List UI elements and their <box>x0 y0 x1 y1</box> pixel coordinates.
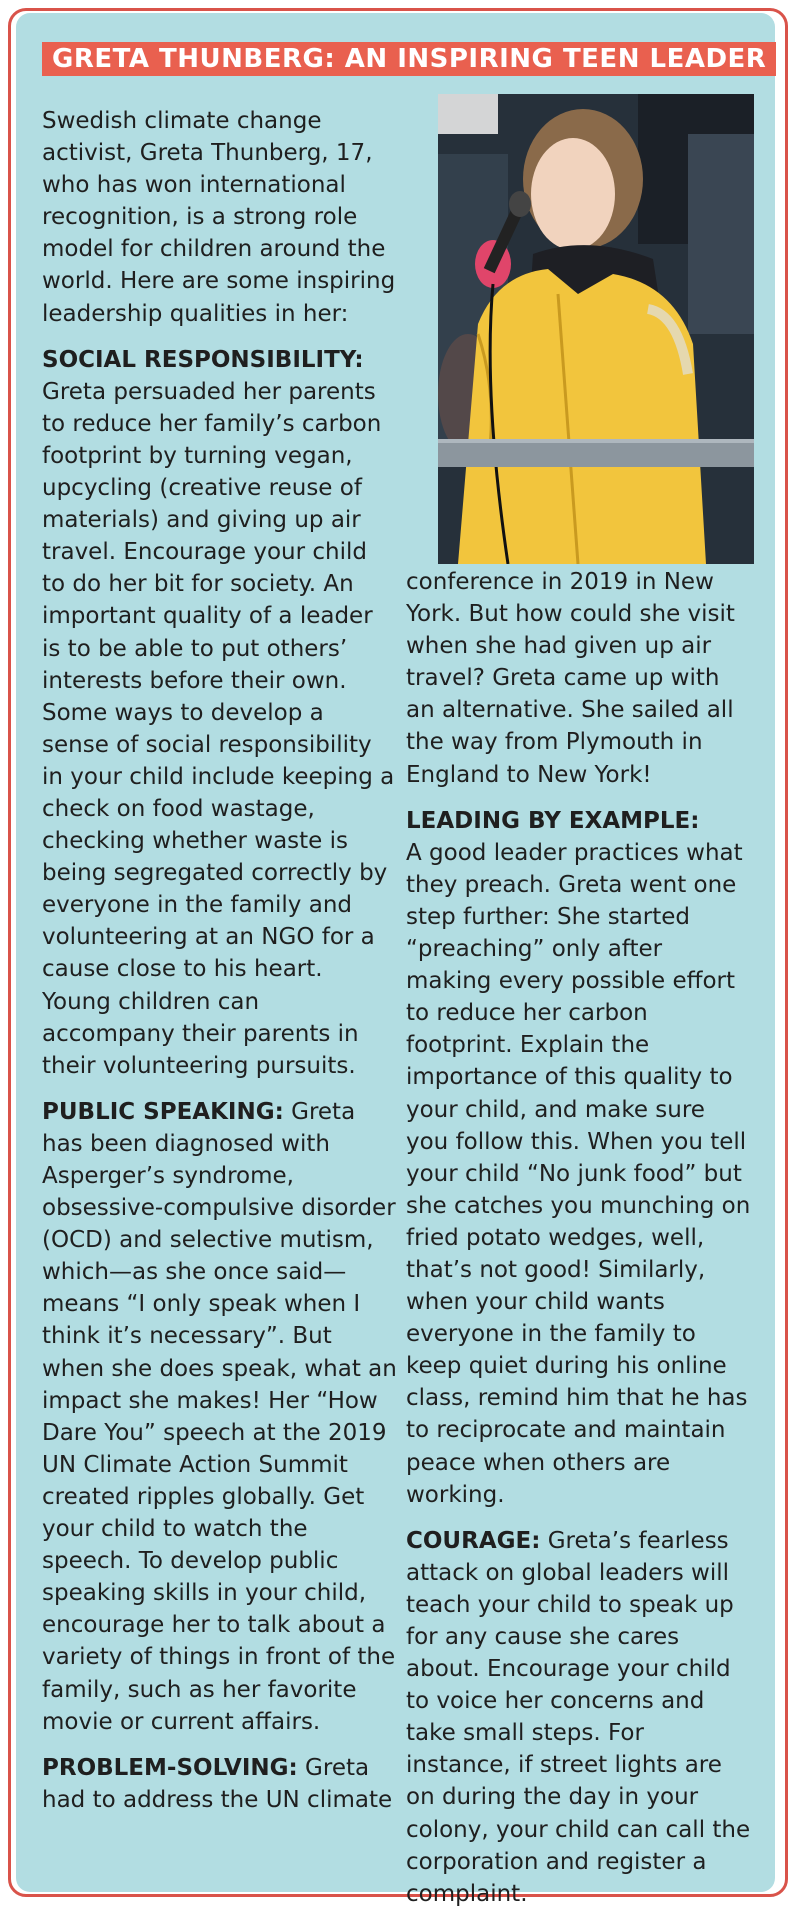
leading-by-example-heading: LEADING BY EXAMPLE: <box>406 807 700 834</box>
public-speaking-text: Greta has been diagnosed with Asperger’s syndrome, obsessive-compulsive disorder (OCD) and selective mutism, which—as she once said—means “I only speak when I think it’s necessary”. But when she does speak, what an impact she makes! Her “How Dare You” speech at the 2019 UN Climate Action Summit created ripples globally. Get your child to watch the speech. To develop public speaking skills in your child, encourage her to talk about a variety of things in front of the family, such as her favorite movie or current affairs. <box>42 1098 397 1735</box>
problem-solving-text-start: Greta had to address the UN climate <box>42 1754 393 1813</box>
leading-by-example-paragraph <box>406 805 752 1511</box>
article-title: GRETA THUNBERG: AN INSPIRING TEEN LEADER <box>42 42 776 76</box>
greta-photo <box>438 94 754 564</box>
intro-paragraph: Swedish climate change activist, Greta Thunberg, 17, who has won international recognition, is a strong role model for children around the world. Here are some inspiring leadership qualities in her: <box>42 108 396 327</box>
social-responsibility-text: Greta persuaded her parents to reduce her family’s carbon footprint by turning vegan, upcycling (creative reuse of materials) and giving up air travel. Encourage your child to do her bit for society. An important quality of a leader is to be able to put others’ interests before their own. Some ways to develop a sense of social responsibility in your child include keeping a check on food wastage, checking whether waste is being segregated correctly by everyone in the family and volunteering at an NGO for a cause close to his heart. Young children can accompany their parents in their volunteering pursuits. <box>42 378 395 1079</box>
right-column <box>406 566 752 1924</box>
left-column <box>42 105 397 1830</box>
problem-solving-paragraph <box>42 1752 397 1816</box>
social-responsibility-heading: SOCIAL RESPONSIBILITY: <box>42 346 364 373</box>
public-speaking-heading: PUBLIC SPEAKING: <box>42 1098 284 1125</box>
public-speaking-paragraph <box>42 1096 397 1738</box>
courage-paragraph <box>406 1525 752 1910</box>
problem-solving-heading: PROBLEM-SOLVING: <box>42 1754 298 1781</box>
courage-heading: COURAGE: <box>406 1527 541 1554</box>
leading-by-example-text: A good leader practices what they preach. Greta went one step further: She started “preaching” only after making every possible effort to reduce her carbon footprint. Explain the importance of this quality to your child, and make sure you follow this. When you tell your child “No junk food” but she catches you munching on fried potato wedges, well, that’s not good! Similarly, when your child wants everyone in the family to keep quiet during his online class, remind him that he has to reciprocate and maintain peace when others are working. <box>406 839 751 1508</box>
courage-text: Greta’s fearless attack on global leaders will teach your child to speak up for any cause she cares about. Encourage your child to voice her concerns and take small steps. For instance, if street lights are on during the day in your colony, your child can call the corporation and register a complaint. <box>406 1527 751 1907</box>
social-responsibility-paragraph <box>42 344 397 1082</box>
problem-solving-continued: conference in 2019 in New York. But how could she visit when she had given up air travel? Greta came up with an alternative. She sailed all the way from Plymouth in England to New York! <box>406 569 735 788</box>
